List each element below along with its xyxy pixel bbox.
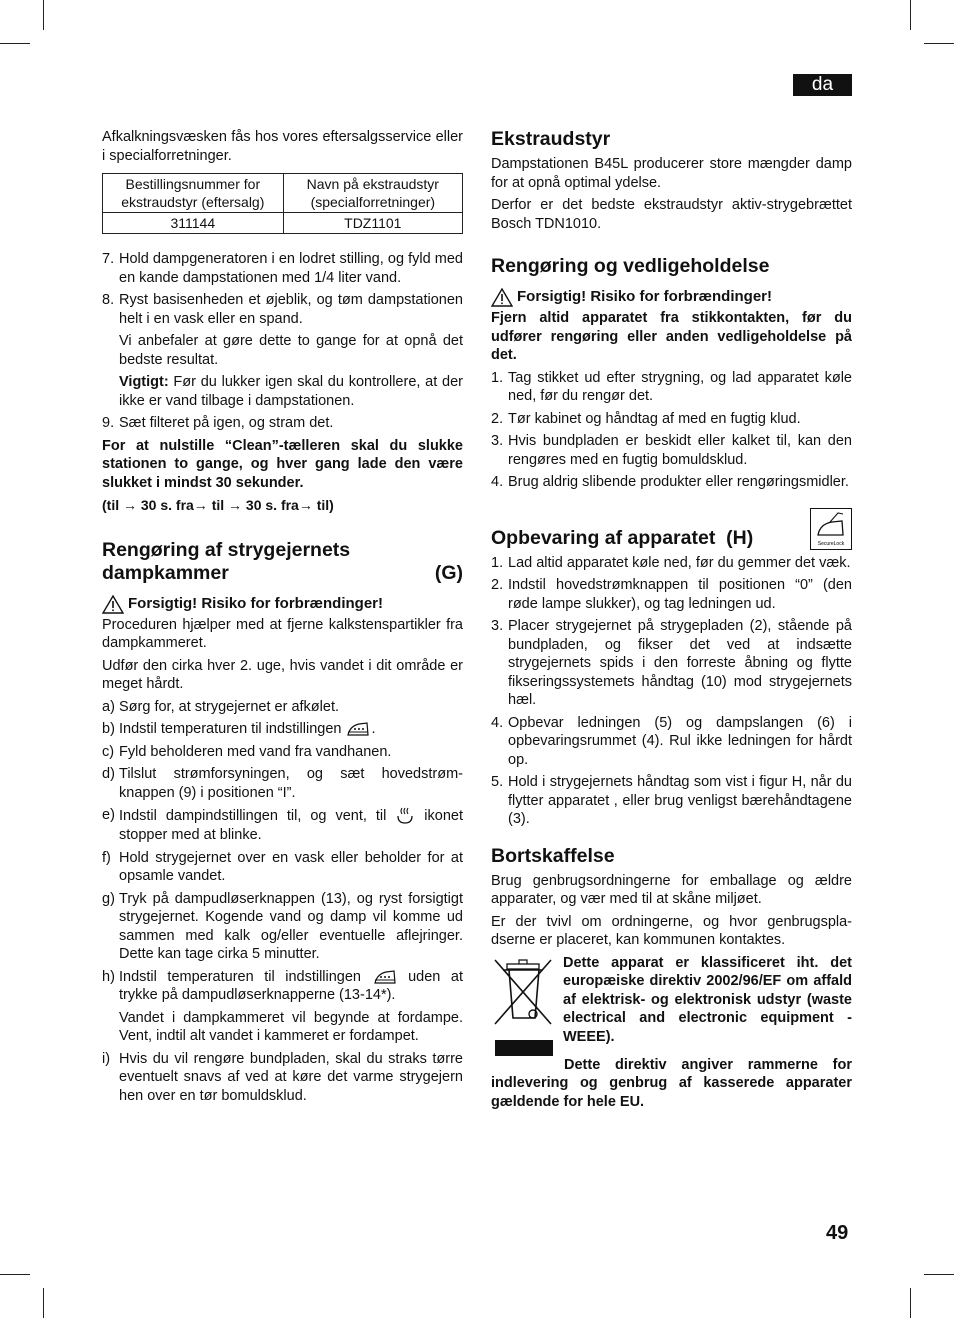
list-item: 7. Hold dampgeneratoren i en lodret stilling, og fyld med en kande dampstationen med 1/4 liter vand. <box>102 251 463 286</box>
list-item: 1. Lad altid apparatet køle ned, før du gemmer det væk. <box>491 554 851 571</box>
language-badge: da <box>793 74 852 96</box>
warning-icon <box>491 288 513 307</box>
page-number: 49 <box>826 1222 849 1244</box>
list-item: 8. Ryst basisenheden et øjeblik, og tøm dampstationen helt i en vask eller en spand. <box>102 292 463 327</box>
reset-instructions: For at nulstille “Clean”-tælleren skal du slukke stationen to gange, og hver gang lade den være slukket i mindst 30 sekunder. <box>102 437 463 491</box>
list-item: a) Sørg for, at strygejernet er afkølet. <box>102 698 339 715</box>
list-item: b) Indstil temperaturen til indstillingen . <box>102 721 376 737</box>
section-heading: Rengøring og vedligeholdelse <box>491 255 770 277</box>
paragraph: Brug genbrugsordningerne for emballage og ældre apparater, og vær med til at skåne miljøet. <box>491 872 852 907</box>
table-cell: TDZ1101 <box>283 213 462 234</box>
list-item: 1. Tag stikket ud efter strygning, og lad apparatet køle ned, før du rengør det. <box>491 369 852 404</box>
crop-mark <box>0 43 30 44</box>
list-item: 9. Sæt filteret på igen, og stram det. <box>102 415 334 431</box>
list-item: g) Tryk på dampudløserknappen (13), og ryst forsigtigt strygejernet. Kogende vand og damp vil komme ud sammen med kalk og/eller eventuelle aflejringer. Dette kan tage cirka 5 minutter. <box>102 890 463 962</box>
crop-mark <box>0 1274 30 1275</box>
iron-temp-icon <box>372 968 398 986</box>
note-text: Vandet i dampkammeret vil begynde at fordampe. Vent, indtil alt vandet i kammeret er fordampet. <box>119 1009 463 1044</box>
list-item: h) Indstil temperaturen til indstillingen uden at trykke på dampudløserknapperne (13-14*). <box>102 968 463 1003</box>
storage-heading-row <box>491 508 852 550</box>
warning-icon <box>102 595 124 614</box>
crop-mark <box>924 1274 954 1275</box>
weee-text: Dette direktiv angiver rammerne for indlevering og genbrug af kasserede apparater gældende for hele EU. <box>491 1056 852 1110</box>
section-heading: Ekstraudstyr <box>491 128 611 150</box>
list-item: 5. Hold i strygejernets håndtag som vist i figur H, når du flytter apparatet , eller brug venligst bærehåndtagene (3). <box>491 774 852 827</box>
intro-text: Afkalkningsvæsken fås hos vores eftersalgsservice eller i specialforretninger. <box>102 129 463 164</box>
list-item: d) Tilslut strømforsyningen, og sæt hovedstrøm-knappen (9) i positionen “I”. <box>102 766 463 801</box>
list-item: f) Hold strygejernet over en vask eller beholder for at opsamle vandet. <box>102 849 463 884</box>
crop-mark <box>910 0 911 30</box>
section-heading: Opbevaring af apparatet (H) <box>491 526 754 549</box>
paragraph: Udfør den cirka hver 2. uge, hvis vandet i dit område er meget hårdt. <box>102 657 463 692</box>
table-header: Bestillingsnummer for ekstraudstyr (eftersalg) <box>103 174 284 213</box>
weee-block <box>491 954 852 1056</box>
paragraph: Er der tvivl om ordningerne, og hvor genbrugspla-dserne er placeret, kan kommunen kontaktes. <box>491 913 852 948</box>
caution-text: Fjern altid apparatet fra stikkontakten, før du udfører rengøring eller anden vedligeholdelse på det. <box>491 310 852 363</box>
list-item: 4. Brug aldrig slibende produkter eller rengøringsmidler. <box>491 474 849 490</box>
table-header: Navn på ekstraudstyr (specialforretninger) <box>283 174 462 213</box>
paragraph: Derfor er det bedste ekstraudstyr aktiv-strygebrættet Bosch TDN1010. <box>491 197 852 232</box>
left-column <box>102 128 463 1109</box>
crop-mark <box>924 43 954 44</box>
steam-icon <box>395 806 415 826</box>
warning-line: Forsigtig! Risiko for forbrændinger! <box>102 595 463 614</box>
svg-text:SecureLock: SecureLock <box>817 540 845 547</box>
paragraph: Dampstationen B45L producerer store mængder damp for at opnå optimal ydelse. <box>491 156 852 191</box>
paragraph: Proceduren hjælper med at fjerne kalkstenspartikler fra dampkammeret. <box>102 616 463 651</box>
iron-temp-icon <box>345 720 371 738</box>
list-item: i) Hvis du vil rengøre bundpladen, skal du straks tørre eventuelt snavs af ved at køre det varme strygejern hen over en tør bomuldsklud. <box>102 1050 463 1104</box>
list-item: 2. Indstil hovedstrømknappen til positionen “0” (den røde lampe slukker), og tag ledningen ud. <box>491 577 852 612</box>
section-heading: Rengøring af strygejernets <box>102 538 351 561</box>
crop-mark <box>910 1288 911 1318</box>
securelock-icon <box>810 508 852 550</box>
list-item: e) Indstil dampindstillingen til, og vent, til ikonet stopper med at blinke. <box>102 807 463 843</box>
list-item: c) Fyld beholderen med vand fra vandhanen. <box>102 743 392 760</box>
warning-line: Forsigtig! Risiko for forbrændinger! <box>491 288 852 307</box>
list-item: 3. Placer strygejernet på strygepladen (2), stående på bundpladen, og fikser det ved at indsætte strygejernets spids i den forreste åbning og flytte fikseringssystemets håndtag (10) mod strygejernets hæl. <box>491 618 852 708</box>
list-item: 2. Tør kabinet og håndtag af med en fugtig klud. <box>491 410 801 427</box>
accessory-table <box>102 173 463 234</box>
crossed-bin-icon <box>491 954 555 1056</box>
note-text: Vi anbefaler at gøre dette to gange for at opnå det bedste resultat. <box>119 333 463 368</box>
crop-mark <box>43 1288 44 1318</box>
weee-text: Dette apparat er klassificeret iht. det europæiske direktiv 2002/96/EF om affald af elektrisk- og elektronisk udstyr (waste electrical and electronic equipment - WEEE). <box>563 954 852 1045</box>
list-item: 4. Opbevar ledningen (5) og dampslangen (6) i opbevaringsrummet (4). Rul ikke ledningen for hårdt op. <box>491 714 852 768</box>
section-heading: Bortskaffelse <box>491 844 615 867</box>
reset-sequence: (til → 30 s. fra→ til → 30 s. fra→ til) <box>102 497 334 513</box>
crop-mark <box>43 0 44 30</box>
right-column <box>491 128 852 1115</box>
list-item: 3. Hvis bundpladen er beskidt eller kalket til, kan den rengøres med en fugtig bomuldsklud. <box>491 433 852 468</box>
table-cell: 311144 <box>103 213 284 234</box>
section-heading: dampkammer (G) <box>102 561 463 584</box>
important-note: Vigtigt: Før du lukker igen skal du kontrollere, at der ikke er vand tilbage i dampstationen. <box>119 374 463 409</box>
